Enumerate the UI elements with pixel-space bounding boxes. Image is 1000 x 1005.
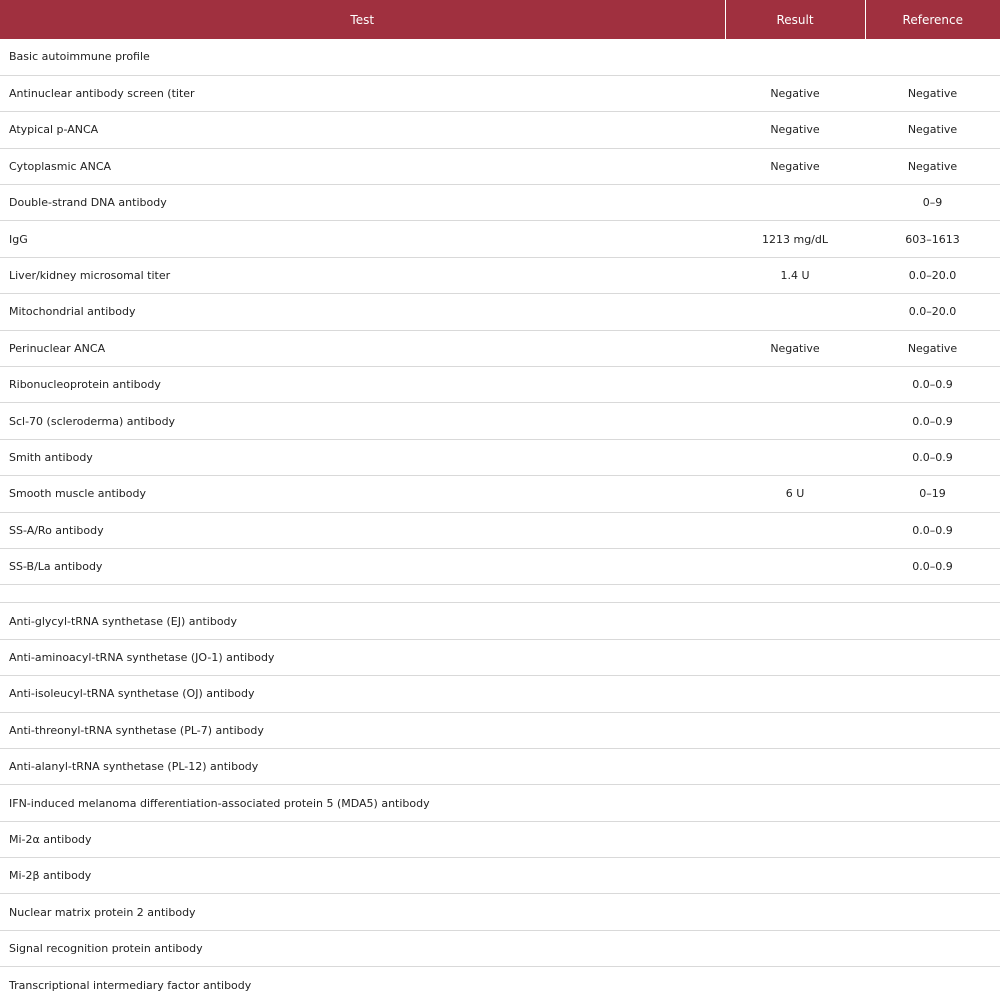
test-cell: Antinuclear antibody screen (titer xyxy=(9,87,195,101)
reference-cell: Negative xyxy=(907,341,958,355)
result-cell xyxy=(725,894,865,930)
test-cell: SS-B/La antibody xyxy=(9,560,103,574)
test-cell: Signal recognition protein antibody xyxy=(9,942,203,956)
table-row xyxy=(0,439,1000,475)
test-cell: Smooth muscle antibody xyxy=(9,487,147,501)
table-row xyxy=(0,585,1000,603)
result-cell: 1.4 U xyxy=(780,269,810,283)
result-cell: Negative xyxy=(770,159,820,173)
table-row xyxy=(0,367,1000,403)
result-cell xyxy=(725,930,865,966)
reference-cell: Negative xyxy=(907,159,958,173)
table-row xyxy=(0,894,1000,930)
table-row xyxy=(0,221,1000,257)
result-cell: Negative xyxy=(770,123,820,137)
table-row xyxy=(0,39,1000,75)
header-test: Test xyxy=(0,0,725,39)
test-cell: Mi-2α antibody xyxy=(9,832,92,846)
reference-cell xyxy=(865,39,1000,75)
table-body xyxy=(0,39,1000,1003)
reference-cell: 0.0–0.9 xyxy=(912,523,953,537)
reference-cell: 0–9 xyxy=(922,196,943,210)
reference-cell: 0.0–20.0 xyxy=(908,269,957,283)
result-cell: 6 U xyxy=(785,487,805,501)
result-cell xyxy=(725,603,865,639)
table-row xyxy=(0,930,1000,966)
test-cell: Liver/kidney microsomal titer xyxy=(9,269,171,283)
test-cell: Cytoplasmic ANCA xyxy=(9,159,112,173)
reference-cell xyxy=(865,821,1000,857)
table-row xyxy=(0,148,1000,184)
result-cell xyxy=(725,512,865,548)
reference-cell xyxy=(865,930,1000,966)
table-row xyxy=(0,858,1000,894)
table-row xyxy=(0,821,1000,857)
reference-cell: 0.0–20.0 xyxy=(908,305,957,319)
result-cell xyxy=(725,676,865,712)
result-cell xyxy=(725,439,865,475)
test-cell: Scl-70 (scleroderma) antibody xyxy=(9,414,176,428)
result-cell xyxy=(725,367,865,403)
header-reference: Reference xyxy=(865,0,1000,39)
table-row xyxy=(0,512,1000,548)
test-cell xyxy=(0,585,725,603)
result-cell xyxy=(725,967,865,1003)
test-cell: Atypical p-ANCA xyxy=(9,123,99,137)
table-row xyxy=(0,403,1000,439)
reference-cell: 0.0–0.9 xyxy=(912,414,953,428)
table-row xyxy=(0,185,1000,221)
table-row xyxy=(0,112,1000,148)
test-cell: Anti-threonyl-tRNA synthetase (PL-7) antibody xyxy=(9,723,264,737)
test-cell: Basic autoimmune profile xyxy=(9,50,150,64)
test-cell: SS-A/Ro antibody xyxy=(9,523,104,537)
table-row xyxy=(0,330,1000,366)
table-row xyxy=(0,603,1000,639)
table-row xyxy=(0,294,1000,330)
reference-cell: 0.0–0.9 xyxy=(912,450,953,464)
test-cell: Perinuclear ANCA xyxy=(9,341,106,355)
result-cell xyxy=(725,858,865,894)
reference-cell xyxy=(865,967,1000,1003)
reference-cell xyxy=(865,748,1000,784)
table-row xyxy=(0,785,1000,821)
test-cell: Anti-glycyl-tRNA synthetase (EJ) antibody xyxy=(9,614,238,628)
result-cell xyxy=(725,294,865,330)
reference-cell: Negative xyxy=(907,87,958,101)
result-cell: Negative xyxy=(770,87,820,101)
test-cell: Mi-2β antibody xyxy=(9,869,92,883)
test-cell: IgG xyxy=(9,232,28,246)
result-cell: Negative xyxy=(770,341,820,355)
test-cell: IFN-induced melanoma differentiation-associated protein 5 (MDA5) antibody xyxy=(9,796,430,810)
reference-cell xyxy=(865,639,1000,675)
test-cell: Anti-alanyl-tRNA synthetase (PL-12) antibody xyxy=(9,760,259,774)
result-cell xyxy=(725,821,865,857)
result-cell xyxy=(725,748,865,784)
result-cell: 1213 mg/dL xyxy=(761,232,828,246)
test-cell: Ribonucleoprotein antibody xyxy=(9,378,161,392)
reference-cell xyxy=(865,676,1000,712)
result-cell xyxy=(725,639,865,675)
table-header xyxy=(0,0,1000,39)
reference-cell: Negative xyxy=(907,123,958,137)
test-cell: Double-strand DNA antibody xyxy=(9,196,167,210)
table-row xyxy=(0,257,1000,293)
reference-cell xyxy=(865,603,1000,639)
test-cell: Anti-aminoacyl-tRNA synthetase (JO-1) antibody xyxy=(9,650,275,664)
table-row xyxy=(0,548,1000,584)
result-cell xyxy=(725,585,865,603)
result-cell xyxy=(725,403,865,439)
table-row xyxy=(0,476,1000,512)
test-cell: Anti-isoleucyl-tRNA synthetase (OJ) antibody xyxy=(9,687,255,701)
test-cell: Transcriptional intermediary factor antibody xyxy=(9,978,252,992)
reference-cell: 603–1613 xyxy=(905,232,960,246)
reference-cell xyxy=(865,585,1000,603)
reference-cell xyxy=(865,858,1000,894)
result-cell xyxy=(725,39,865,75)
result-cell xyxy=(725,712,865,748)
header-result: Result xyxy=(725,0,865,39)
reference-cell xyxy=(865,785,1000,821)
result-cell xyxy=(725,548,865,584)
table-row xyxy=(0,639,1000,675)
reference-cell: 0.0–0.9 xyxy=(912,378,953,392)
table-row xyxy=(0,967,1000,1003)
result-cell xyxy=(725,185,865,221)
table-row xyxy=(0,712,1000,748)
header-row xyxy=(0,0,1000,39)
test-cell: Mitochondrial antibody xyxy=(9,305,136,319)
test-cell: Nuclear matrix protein 2 antibody xyxy=(9,905,196,919)
table-row xyxy=(0,75,1000,111)
reference-cell: 0–19 xyxy=(919,487,946,501)
test-cell: Smith antibody xyxy=(9,450,93,464)
reference-cell: 0.0–0.9 xyxy=(912,560,953,574)
table-row xyxy=(0,676,1000,712)
table-row xyxy=(0,748,1000,784)
result-cell xyxy=(725,785,865,821)
reference-cell xyxy=(865,894,1000,930)
reference-cell xyxy=(865,712,1000,748)
